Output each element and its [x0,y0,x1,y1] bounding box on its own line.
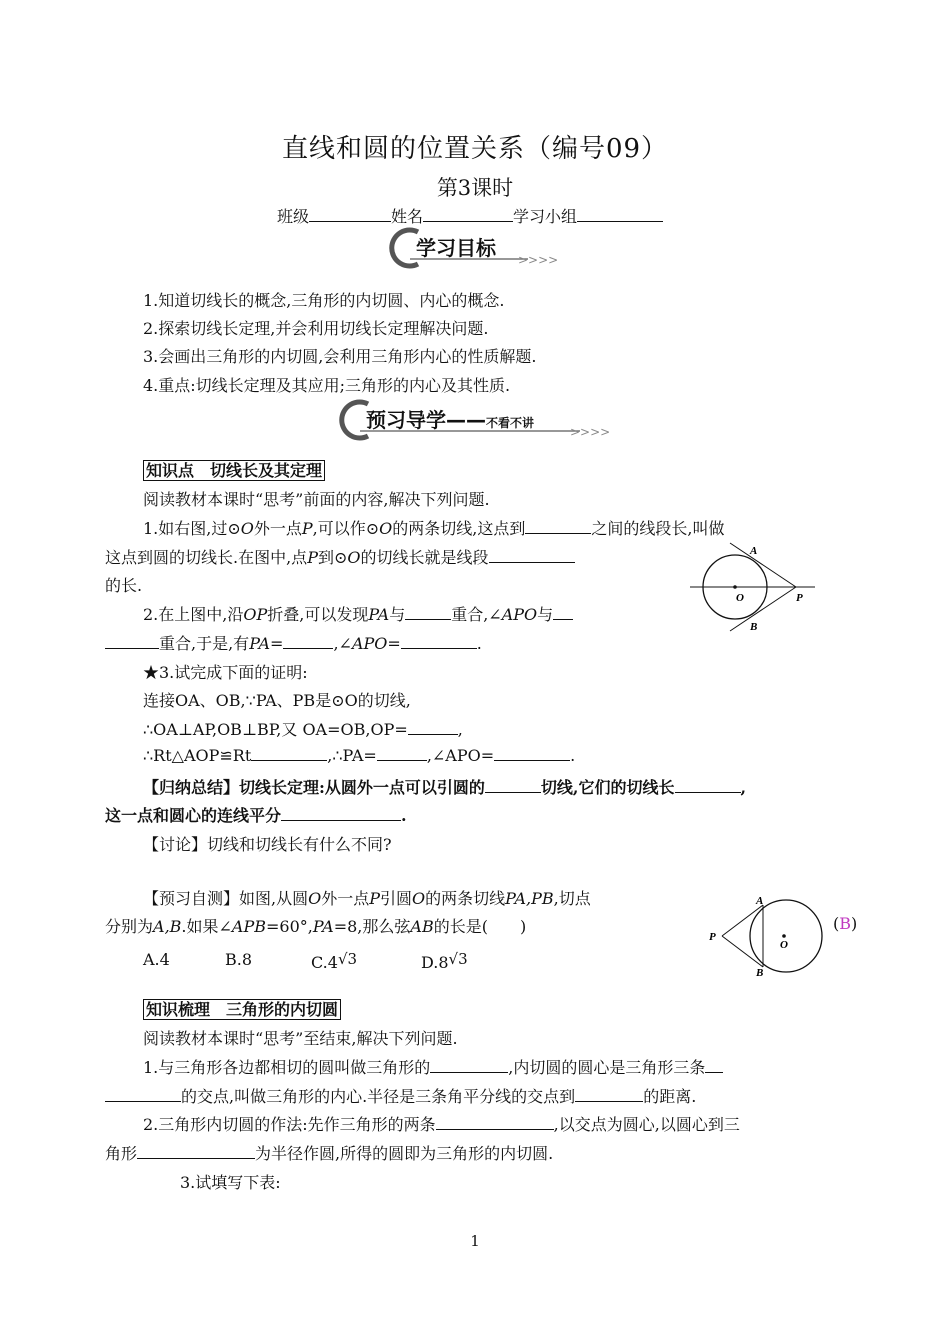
s2-question-3: 3.试填写下表: [180,1173,281,1192]
lesson-subtitle: 第3课时 [436,176,514,200]
text: APO= [351,634,401,653]
answer-blank[interactable] [137,1144,255,1159]
text: 折叠,可以发现 [267,605,369,624]
text: ,∠APO= [426,746,495,765]
text: 之间的线段长,叫做 [591,519,725,538]
circle-tangent-diagram [706,894,830,978]
text: . [476,634,482,653]
answer-blank[interactable] [405,605,451,620]
discussion-question: 【讨论】切线和切线长有什么不同? [143,835,392,854]
text: , [740,778,747,797]
text: P [307,548,318,567]
text: O [412,889,426,908]
text: 【归纳总结】切线长定理:从圆外一点可以引圆的 [143,778,485,797]
text: 角形 [105,1144,138,1163]
text: 为半径作圆,所得的圆即为三角形的内切圆. [255,1144,554,1163]
answer-mark: (B) [833,914,858,933]
text: ,切点 [553,889,591,908]
label-a: A [750,545,758,557]
self-test-line-1 [143,886,591,909]
name-blank[interactable] [423,207,513,222]
answer-blank[interactable] [553,605,573,620]
label-a: A [756,895,764,907]
text: O [379,519,393,538]
tangent-figure-1 [690,538,820,634]
text: 的两条切线,这点到 [392,519,526,538]
text: OP [243,605,268,624]
text: 1.与三角形各边都相切的圆叫做三角形的 [143,1058,431,1077]
center-point [733,585,737,589]
question-1-line1 [143,516,724,539]
question-1-line3: 的长. [105,576,143,595]
class-label: 班级 [277,207,310,226]
class-blank[interactable] [309,207,391,222]
answer-blank[interactable] [430,1058,508,1073]
text: , [457,720,463,739]
section2-heading: 知识梳理 三角形的内切圆 [143,999,341,1020]
text: 这一点和圆心的连线平分 [105,806,282,825]
section1-heading: 知识点 切线长及其定理 [143,460,325,481]
goal-item: 2.探索切线长定理,并会利用切线长定理解决问题. [143,319,489,338]
text: AB [410,917,434,936]
label-p: P [796,592,803,604]
preview-banner [346,398,611,442]
banner-tag: 不看不讲 [486,416,535,430]
question-2-line1 [143,602,573,625]
question-3-title: ★3.试完成下面的证明: [143,663,308,682]
option-c[interactable] [311,950,357,972]
sqrt-sign: √3 [337,950,358,968]
text: ,可以作⊙ [312,519,380,538]
section-heading [143,997,341,1020]
banner-label: 学习目标 [416,236,496,260]
summary-line-2 [105,803,407,826]
banner-dash: —— [446,408,486,432]
circle-o [750,900,822,972]
name-label: 姓名 [391,207,424,226]
text: ∴Rt△AOP≌Rt [143,746,252,765]
text: 的两条切线 [425,889,506,908]
option-d[interactable] [421,950,468,972]
page-title: 直线和圆的位置关系（编号09） [281,134,669,164]
s2-question-1-line2 [105,1084,696,1107]
student-info-line [277,204,663,227]
answer-blank[interactable] [283,634,333,649]
page-number: 1 [470,1232,480,1250]
label-b: B [756,967,764,979]
text: 重合,于是,有 [159,634,250,653]
text: ,∴PA= [327,746,377,765]
text: PA,PB [505,889,554,908]
answer-blank[interactable] [705,1058,723,1073]
answer-blank[interactable] [105,634,159,649]
answer-blank[interactable] [105,1087,181,1102]
text: 这点到圆的切线长.在图中,点 [105,548,308,567]
answer-blank[interactable] [401,634,477,649]
text: 分别为 [105,917,154,936]
answer-blank[interactable] [525,519,591,534]
answer-blank[interactable] [408,720,458,735]
tangent-pa [722,905,763,936]
s2-question-1-line1 [143,1055,723,1078]
label-o: O [736,592,744,604]
circle-tangent-diagram [690,538,820,634]
banner-main-text: 预习导学 [366,408,446,432]
proof-line-3 [143,746,575,765]
text: ,内切圆的圆心是三角形三条 [508,1058,706,1077]
question-2-line2 [105,631,482,654]
answer-blank[interactable] [575,1087,643,1102]
tangent-pb [722,936,763,967]
text: 【预习自测】如图,从圆 [143,889,309,908]
text: APB [231,917,266,936]
label-o: O [780,939,788,951]
goal-item: 3.会画出三角形的内切圆,会利用三角形内心的性质解题. [143,347,537,366]
text: 外一点 [253,519,302,538]
learning-goals-banner [396,226,559,270]
answer-blank[interactable] [489,548,575,563]
text: =8,那么弦 [333,917,411,936]
text: A,B [153,917,182,936]
goal-item: 1.知道切线长的概念,三角形的内切圆、内心的概念. [143,291,505,310]
option-b[interactable]: B.8 [225,950,253,969]
answer-blank[interactable] [251,746,327,761]
text: 到⊙ [317,548,348,567]
text: 2.在上图中,沿 [143,605,244,624]
answer-blank[interactable] [675,778,741,793]
text: O [240,519,254,538]
s2-question-2-line1 [143,1112,740,1135]
section-intro: 阅读教材本课时“思考”至结束,解决下列问题. [143,1029,458,1048]
text: 的长是( ) [433,917,527,936]
text: 的交点,叫做三角形的内心.半径是三条角平分线的交点到 [181,1087,576,1106]
option-a[interactable]: A.4 [143,950,170,969]
question-1-line2 [105,545,575,568]
text: ,∠ [333,634,352,653]
summary-line-1 [143,775,746,798]
text: O [308,889,322,908]
text: 重合,∠ [451,605,502,624]
banner-label [366,404,534,433]
text: APO [501,605,538,624]
goal-item: 4.重点:切线长定理及其应用;三角形的内心及其性质. [143,376,511,395]
text: 与 [537,605,554,624]
answer-letter: B [839,914,852,933]
answer-blank[interactable] [436,1115,554,1130]
text: O [347,548,361,567]
text: . [401,806,407,825]
self-test-line-2 [105,914,526,937]
text: ∴OA⊥AP,OB⊥BP,又 OA=OB,OP= [143,720,408,739]
text: 1.如右图,过⊙ [143,519,241,538]
answer-blank[interactable] [281,806,401,821]
text: PA= [249,634,284,653]
s2-question-2-line2 [105,1141,553,1164]
text: . [570,746,576,765]
group-label: 学习小组 [513,207,578,226]
section-heading [143,458,325,481]
proof-line-1: 连接OA、OB,∵PA、PB是⊙O的切线, [143,691,411,710]
text: =60°, [266,917,313,936]
section-intro: 阅读教材本课时“思考”前面的内容,解决下列问题. [143,490,490,509]
center-point [782,934,786,938]
text: 的切线长就是线段 [360,548,489,567]
svg-text:>>>>: >>>> [570,425,611,439]
group-blank[interactable] [577,207,663,222]
text: P [369,889,380,908]
label-p: P [709,931,716,943]
answer-blank[interactable] [485,778,541,793]
text: PA [312,917,334,936]
text: P [301,519,313,538]
text: 的距离. [643,1087,697,1106]
tangent-figure-2 [706,894,830,978]
text: 引圆 [380,889,413,908]
tangent-pa [730,543,796,587]
text: PA [368,605,390,624]
option-c-text: C.4 [311,953,338,972]
text: 与 [389,605,406,624]
svg-text:>>>>: >>>> [518,253,559,267]
text: 外一点 [321,889,370,908]
answer-blank[interactable] [494,746,570,761]
label-b: B [750,621,758,633]
option-d-text: D.8 [421,953,449,972]
text: .如果∠ [181,917,232,936]
answer-blank[interactable] [377,746,427,761]
text: ,以交点为圆心,以圆心到三 [553,1115,740,1134]
text: 2.三角形内切圆的作法:先作三角形的两条 [143,1115,436,1134]
sqrt-sign: √3 [448,950,468,968]
text: 切线,它们的切线长 [540,778,675,797]
proof-line-2 [143,717,463,740]
